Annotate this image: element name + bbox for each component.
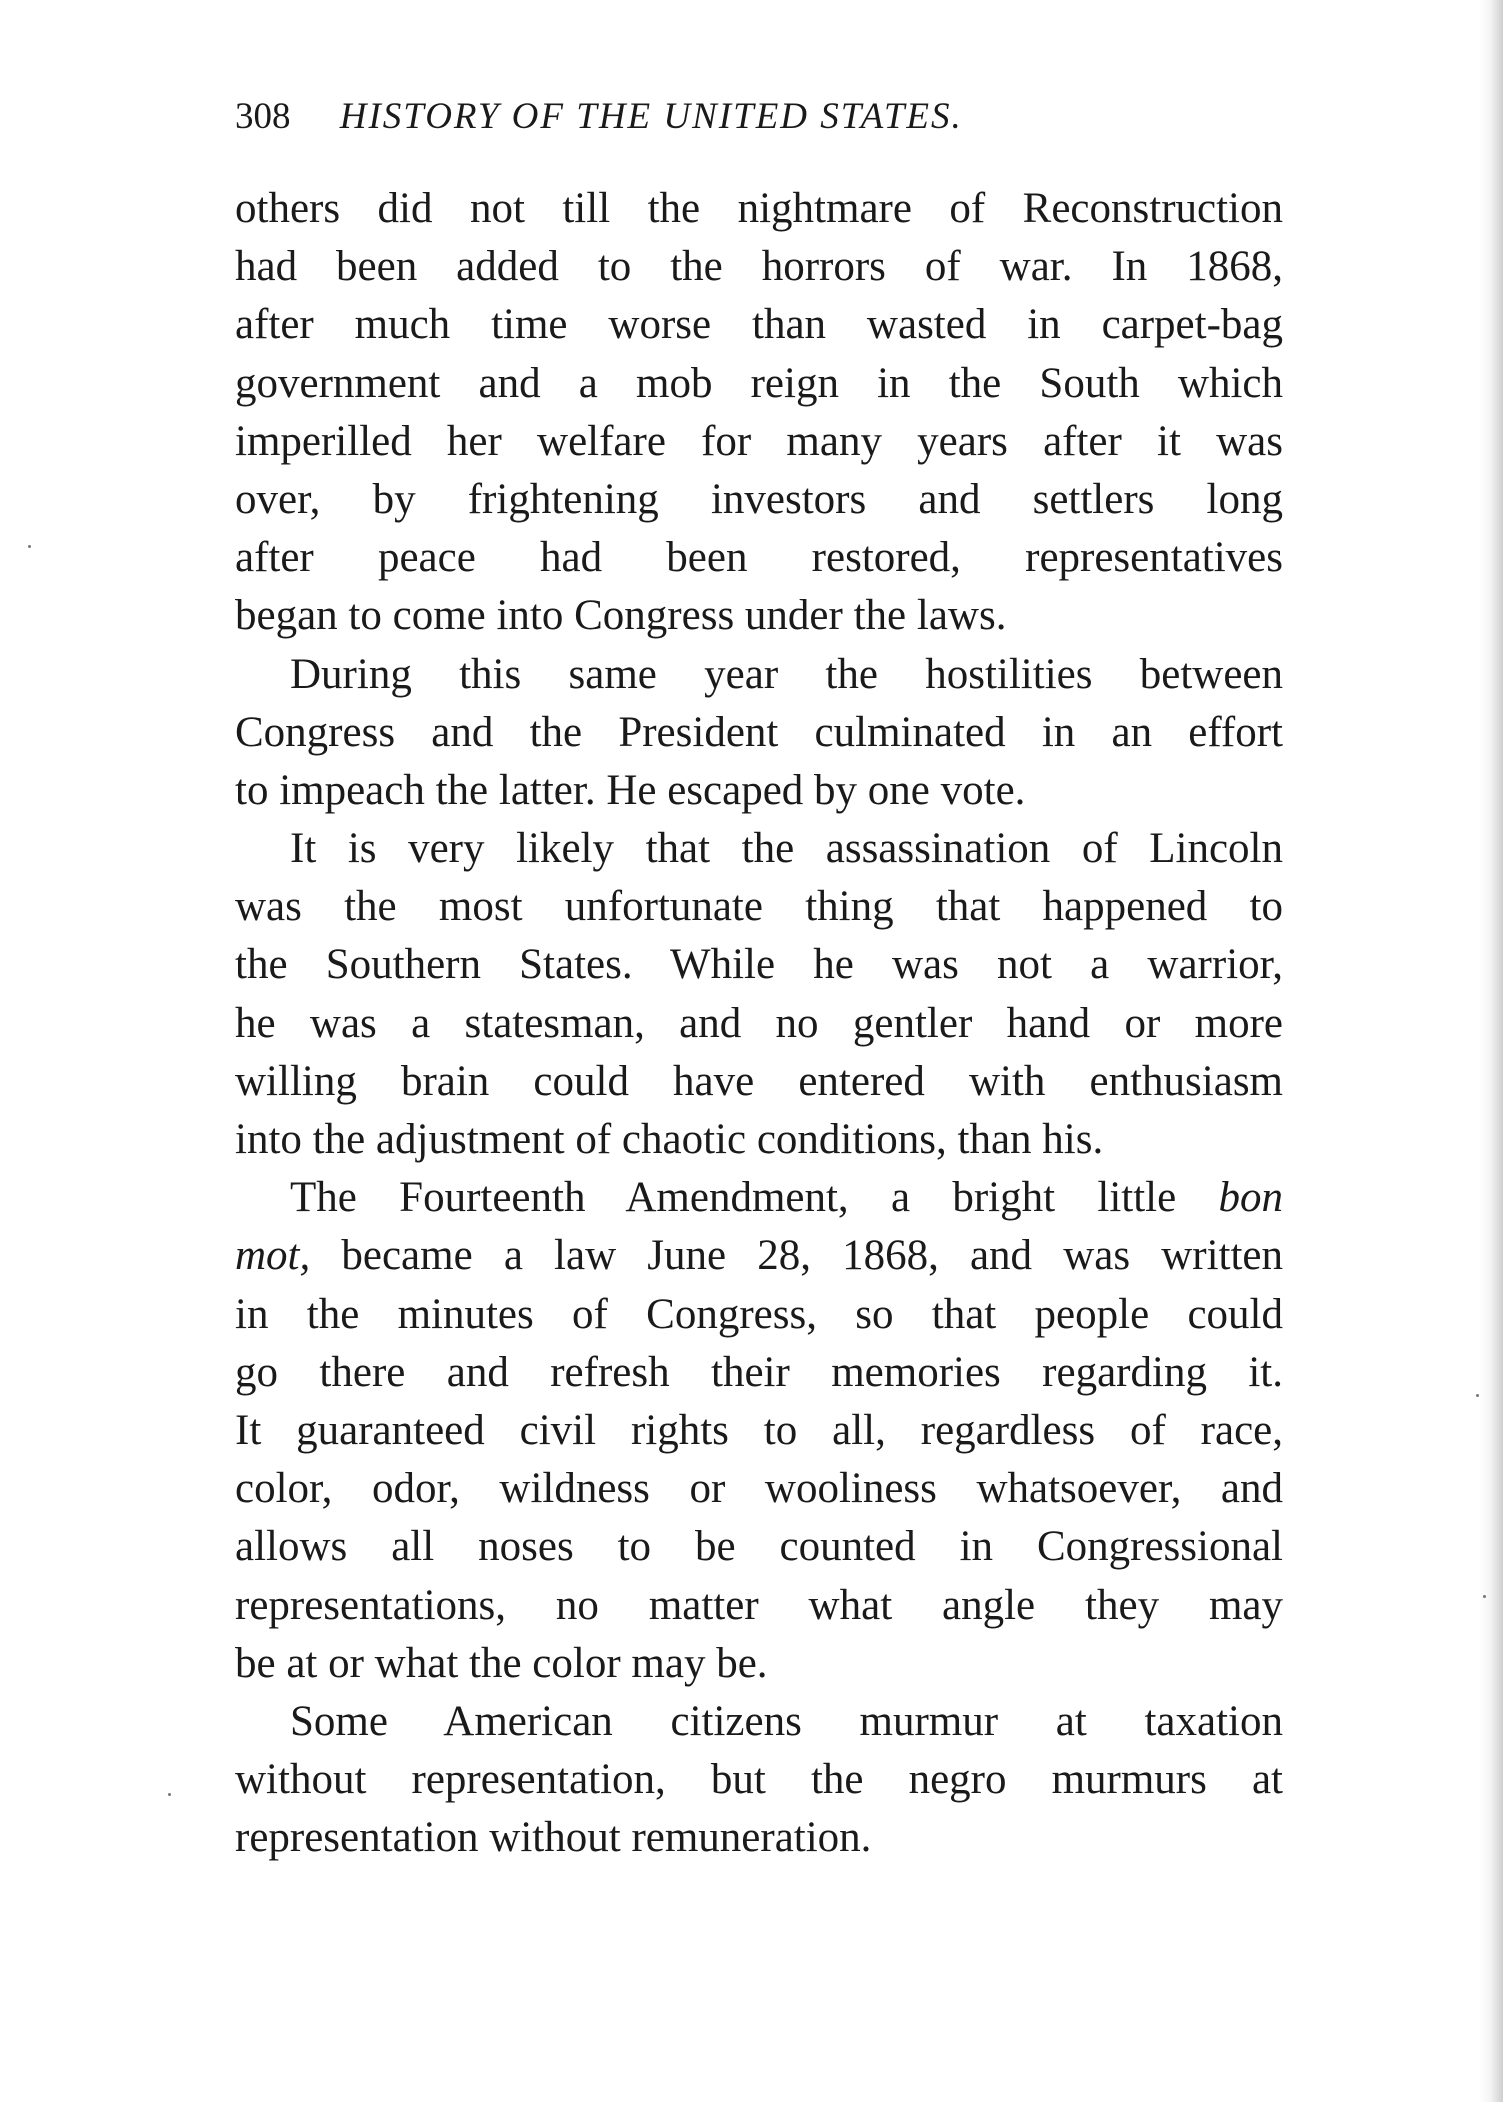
text-line	[235, 1169, 1283, 1227]
running-head	[235, 92, 1295, 142]
page-edge-shadow	[1479, 0, 1503, 2102]
text-line: others did not till the nightmare of Reconstruction	[235, 185, 1283, 232]
text-line: he was a statesman, and no gentler hand or more	[235, 999, 1283, 1047]
text-line: representations, no matter what angle they may	[235, 1581, 1283, 1629]
text-segment: became a law June 28, 1868, and was written	[341, 1232, 1283, 1280]
text-line	[235, 1227, 1283, 1285]
text-line: began to come into Congress under the laws.	[235, 592, 1007, 640]
text-line: without representation, but the negro murmurs at	[235, 1756, 1283, 1804]
paper-speck	[168, 1793, 171, 1796]
text-line: It is very likely that the assassination of Lincoln	[290, 825, 1283, 873]
text-line: had been added to the horrors of war. In 1868,	[235, 243, 1283, 291]
text-line: Congress and the President culminated in an effort	[235, 708, 1283, 756]
italic-phrase: bon	[1218, 1174, 1283, 1222]
text-line: government and a mob reign in the South which	[235, 359, 1283, 407]
text-line: imperilled her welfare for many years after it was	[235, 417, 1283, 465]
text-line: go there and refresh their memories regarding it.	[235, 1348, 1283, 1396]
text-line: over, by frightening investors and settlers long	[235, 475, 1283, 523]
running-title: HISTORY OF THE UNITED STATES.	[339, 96, 963, 137]
text-line: representation without remuneration.	[235, 1814, 872, 1862]
paper-speck	[1483, 1595, 1486, 1598]
text-segment: The Fourteenth Amendment, a bright little	[290, 1174, 1177, 1222]
text-line: Some American citizens murmur at taxation	[290, 1697, 1283, 1745]
text-line: into the adjustment of chaotic conditions, than his.	[235, 1116, 1104, 1163]
italic-phrase: mot,	[235, 1232, 311, 1280]
text-line: be at or what the color may be.	[235, 1639, 768, 1687]
paper-speck	[1476, 1394, 1479, 1397]
text-line: color, odor, wildness or wooliness whatsoever, and	[235, 1465, 1283, 1513]
paper-speck	[28, 545, 31, 548]
text-line: after peace had been restored, representatives	[235, 534, 1283, 582]
body-text	[235, 180, 1283, 1867]
text-line: after much time worse than wasted in carpet-bag	[235, 301, 1283, 349]
text-line: the Southern States. While he was not a warrior,	[235, 941, 1283, 989]
text-line: During this same year the hostilities between	[290, 650, 1283, 698]
text-line: allows all noses to be counted in Congressional	[235, 1523, 1283, 1571]
text-line: was the most unfortunate thing that happened to	[235, 883, 1283, 931]
text-line: to impeach the latter. He escaped by one vote.	[235, 766, 1026, 814]
text-line: in the minutes of Congress, so that people could	[235, 1290, 1283, 1338]
text-line: willing brain could have entered with enthusiasm	[235, 1057, 1283, 1105]
text-line: It guaranteed civil rights to all, regardless of race,	[235, 1406, 1283, 1454]
page-number: 308	[235, 96, 291, 137]
